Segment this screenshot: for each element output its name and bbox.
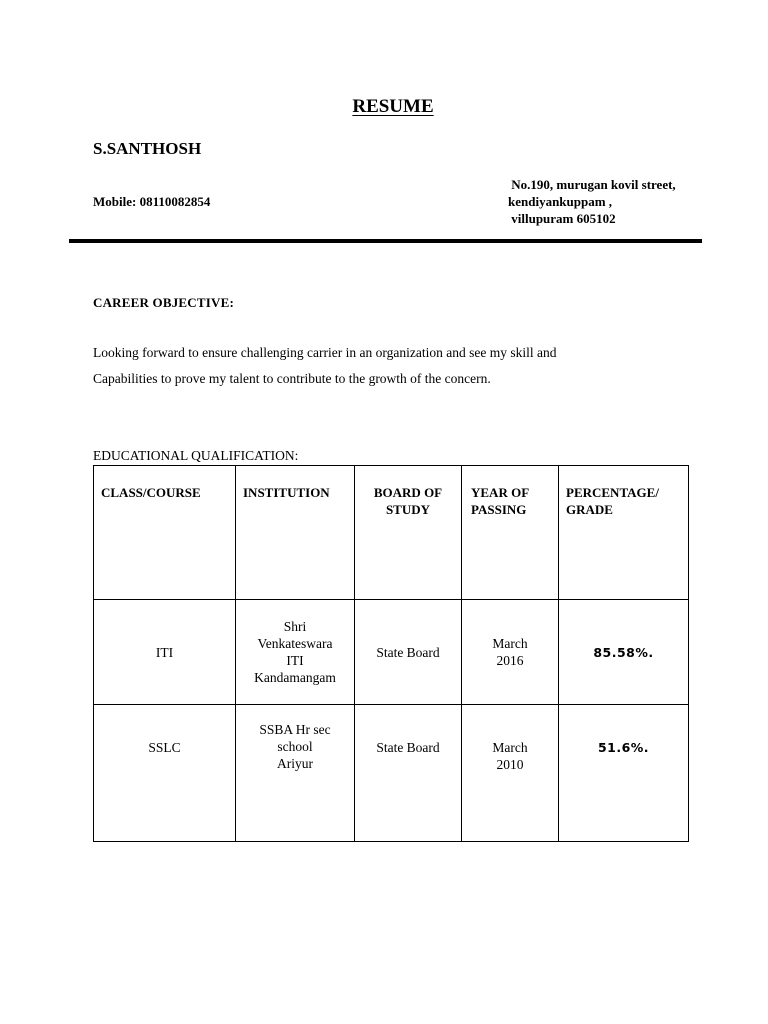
candidate-name: S.SANTHOSH <box>93 139 202 158</box>
education-heading: EDUCATIONAL QUALIFICATION: <box>93 448 299 463</box>
header-percentage-grade: PERCENTAGE/ GRADE <box>559 466 689 600</box>
cell-course: SSLC <box>94 705 236 842</box>
cell-year: March 2016 <box>462 600 559 705</box>
cell-grade: 85.58%. <box>559 600 689 705</box>
cell-grade: 51.6%. <box>559 705 689 842</box>
address-line: No.190, murugan kovil street, <box>508 177 676 192</box>
header-institution: INSTITUTION <box>236 466 355 600</box>
objective-line: Capabilities to prove my talent to contribute to the growth of the concern. <box>93 371 491 386</box>
address-block <box>508 176 676 227</box>
address-line: kendiyankuppam , <box>508 194 613 209</box>
career-objective-heading: CAREER OBJECTIVE: <box>93 295 235 310</box>
table-row <box>94 705 689 842</box>
education-table <box>93 465 689 842</box>
objective-line: Looking forward to ensure challenging carrier in an organization and see my skill and <box>93 345 557 360</box>
table-row <box>94 600 689 705</box>
career-objective-text <box>93 340 693 392</box>
header-class-course: CLASS/COURSE <box>94 466 236 600</box>
cell-board: State Board <box>355 600 462 705</box>
cell-board: State Board <box>355 705 462 842</box>
header-board-of-study: BOARD OF STUDY <box>355 466 462 600</box>
resume-title: RESUME <box>352 96 434 117</box>
header-divider <box>69 239 702 243</box>
header-year-of-passing: YEAR OF PASSING <box>462 466 559 600</box>
address-line: villupuram 605102 <box>508 211 616 226</box>
cell-year: March 2010 <box>462 705 559 842</box>
cell-course: ITI <box>94 600 236 705</box>
cell-institution: Shri Venkateswara ITI Kandamangam <box>236 600 355 705</box>
cell-institution: SSBA Hr sec school Ariyur <box>236 705 355 842</box>
table-header-row <box>94 466 689 600</box>
mobile-number: Mobile: 08110082854 <box>93 194 211 209</box>
